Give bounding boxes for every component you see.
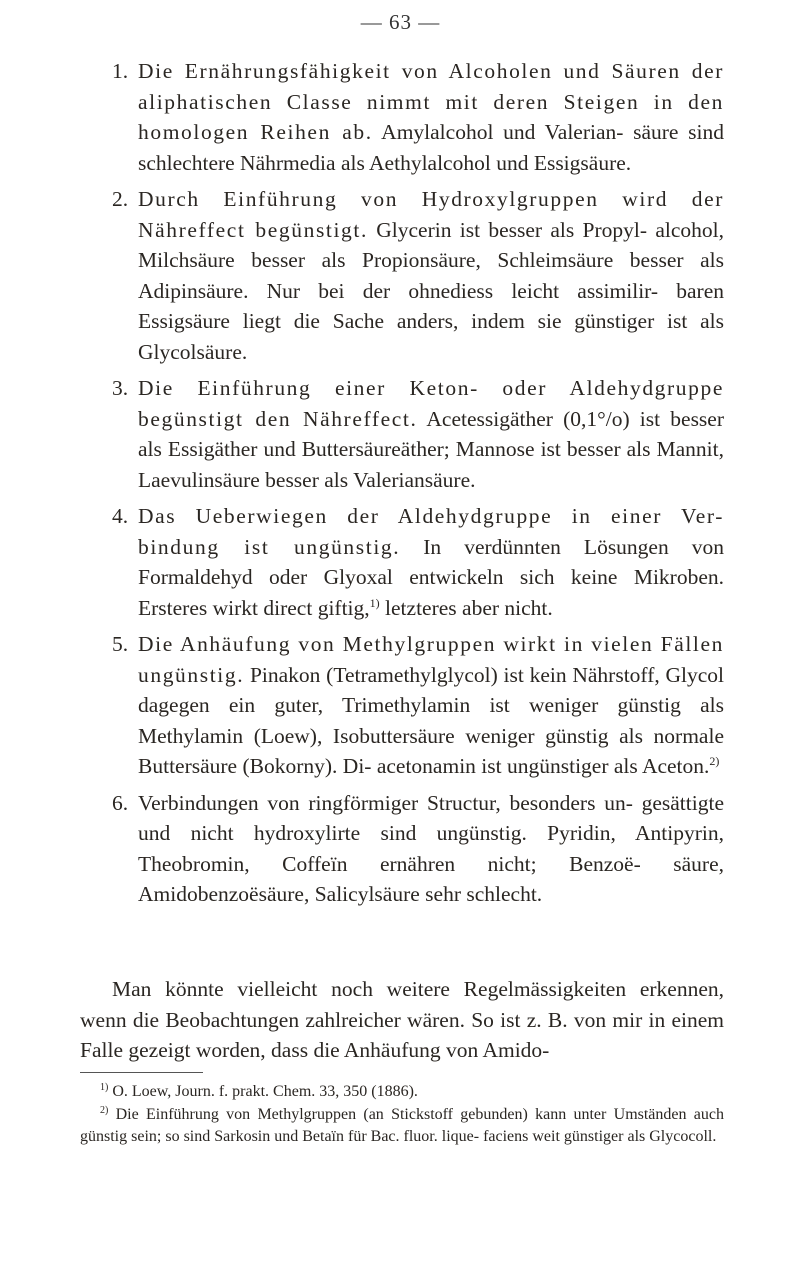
footnote-ref: 1)	[369, 595, 380, 610]
page-number: — 63 —	[360, 10, 441, 34]
item-text: Verbindungen von ringförmiger Structur, besonders un- gesättigte und nicht hydroxylirte sind ungünstig. Pyridin, Antipyrin, Theobromin, Coffeïn ernähren nicht; Benzoë- säure, Amidobenzoësäure, Salicylsäure sehr schlecht.	[138, 790, 724, 906]
closing-paragraph: Man könnte vielleicht noch weitere Regelmässigkeiten erkennen, wenn die Beobachtungen zahlreicher wären. So ist z. B. von mir in einem Falle gezeigt worden, dass die Anhäufung von Amido-	[80, 977, 724, 1062]
item-number: 1.	[112, 59, 129, 83]
item-lead: Die Einführung einer Keton- oder Aldehydgruppe begünstigt den Nähreffect.	[138, 376, 724, 431]
list-item	[112, 788, 724, 910]
footnote	[80, 1081, 724, 1103]
rules-list	[112, 56, 724, 916]
item-text: Amylalcohol und Valerian- säure sind schlechtere Nährmedia als Aethylalcohol und Essigsäure.	[138, 120, 724, 175]
list-item	[112, 629, 724, 782]
item-number: 6.	[112, 790, 129, 815]
item-text: Acetessigäther (0,1°/o) ist besser als Essigäther und Buttersäureäther; Mannose ist besser als Mannit, Laevulinsäure besser als Valeriansäure.	[138, 406, 724, 492]
item-text: Glycerin ist besser als Propyl- alcohol, Milchsäure besser als Propionsäure, Schleimsäure besser als Adipinsäure. Nur bei der ohnediess leicht assimilir- baren Essigsäure liegt die Sache anders, indem sie günstiger ist als Glycolsäure.	[138, 217, 724, 364]
footnote-divider	[80, 1072, 203, 1073]
list-item	[112, 56, 724, 178]
item-lead: Das Ueberwiegen der Aldehydgruppe in einer Ver- bindung ist ungünstig.	[138, 504, 724, 559]
item-number: 3.	[112, 376, 129, 400]
footnote-text: Die Einführung von Methylgruppen (an Stickstoff gebunden) kann unter Umständen auch günstig sein; so sind Sarkosin und Betaïn für Bac. fluor. lique- faciens weit günstiger als Glycocoll.	[80, 1106, 724, 1145]
item-number: 5.	[112, 632, 129, 656]
footnote	[80, 1104, 724, 1148]
item-lead: Die Anhäufung von Methylgruppen wirkt in vielen Fällen ungünstig.	[138, 632, 724, 687]
list-item	[112, 501, 724, 623]
item-number: 2.	[112, 187, 129, 211]
footnote-text: O. Loew, Journ. f. prakt. Chem. 33, 350 (1886).	[112, 1083, 418, 1100]
footnote-mark: 1)	[100, 1082, 109, 1093]
item-text: Pinakon (Tetramethylglycol) ist kein Nährstoff, Glycol dagegen ein guter, Trimethylamin ist weniger günstig als Methylamin (Loew), Isobuttersäure weniger günstig als normale Buttersäure (Bokorny). Di- acetonamin ist ungünstiger als Aceton.	[138, 662, 724, 778]
footnote-ref: 2)	[709, 754, 720, 768]
footnotes	[80, 1081, 724, 1149]
footnote-mark: 2)	[100, 1105, 109, 1116]
item-lead: Die Ernährungsfähigkeit von Alcoholen und Säuren der aliphatischen Classe nimmt mit deren Steigen in den homologen Reihen ab.	[138, 59, 724, 144]
item-text: In verdünnten Lösungen von Formaldehyd oder Glyoxal entwickeln sich keine Mikroben. Ersteres wirkt direct giftig,	[138, 534, 724, 620]
list-item	[112, 184, 724, 367]
item-number: 4.	[112, 504, 129, 528]
item-tail: letzteres aber nicht.	[379, 595, 553, 620]
item-lead: Durch Einführung von Hydroxylgruppen wird der Nähreffect begünstigt.	[138, 187, 724, 242]
list-item	[112, 373, 724, 495]
